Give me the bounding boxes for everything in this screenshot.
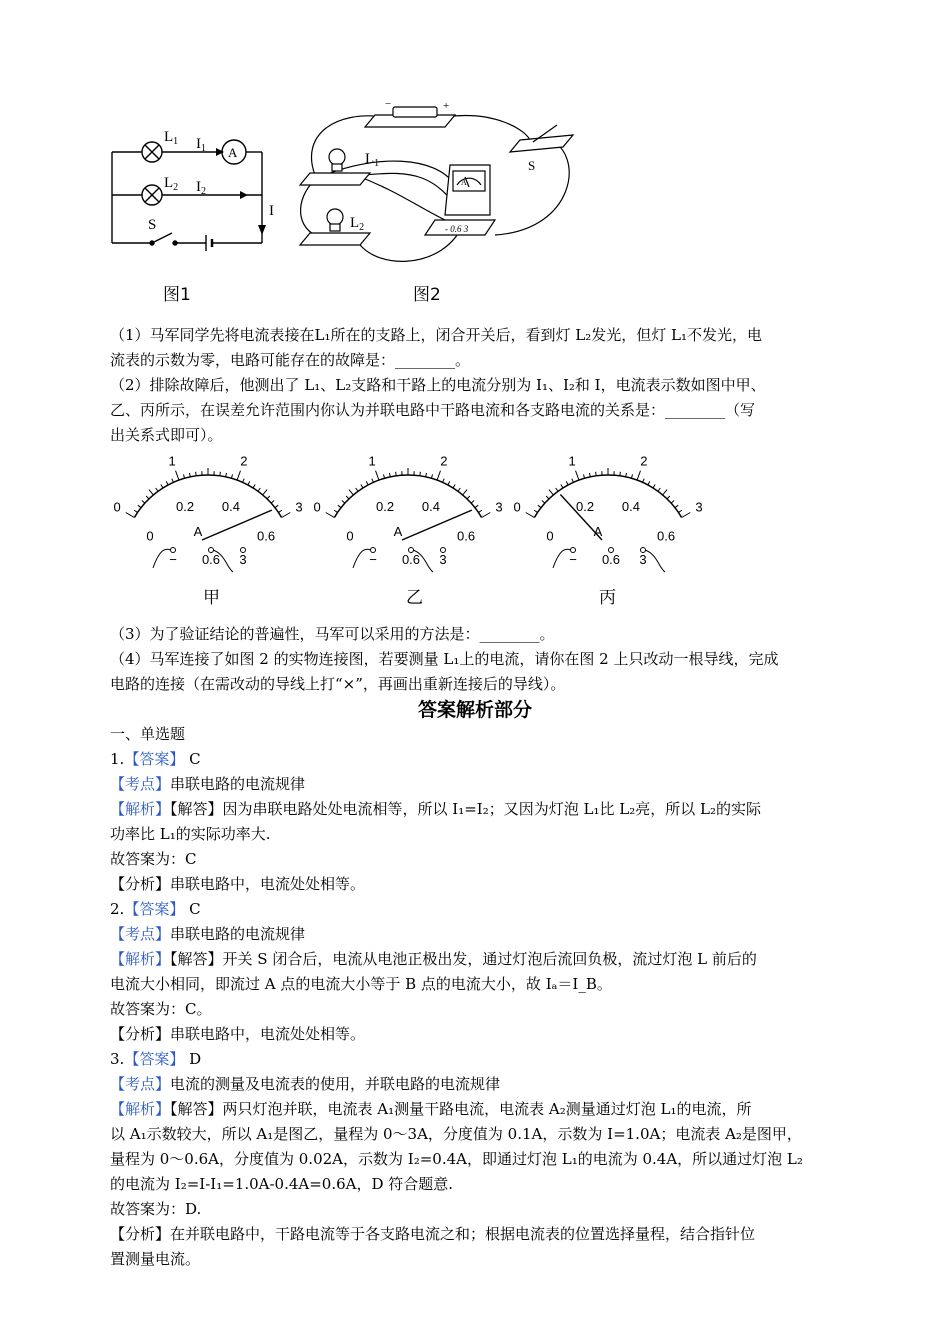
meter-lower-tick-label: 0.6 <box>456 528 476 544</box>
meter-tick <box>526 513 535 518</box>
meter-terminal-label: − <box>369 552 377 567</box>
q1-line-2: 流表的示数为零，电路可能存在的故障是：________。 <box>110 351 471 369</box>
meter-tick <box>534 510 537 512</box>
meter-tick <box>248 481 250 485</box>
q4-line-2: 电路的连接（在需改动的导线上打“×”，再画出重新连接后的导线）。 <box>110 675 566 693</box>
section-heading: 一、单选题 <box>110 725 186 743</box>
ammeter-dials <box>105 448 725 578</box>
meter-tick <box>134 510 137 512</box>
meter-tick <box>243 479 245 483</box>
meter-tick <box>361 485 363 488</box>
meter-terminal-label: − <box>569 552 577 567</box>
remark-1: 【分析】串联电路中，电流处处相等。 <box>110 875 366 893</box>
meter-tick <box>471 500 474 503</box>
fig2-label-l1: $L_1$ <box>365 151 380 169</box>
meter-upper-tick-label: 0 <box>113 499 121 515</box>
analysis-1-line-2: 功率比 L₁的实际功率大. <box>110 825 271 843</box>
meter-terminal-label: 0.6 <box>201 552 221 567</box>
meter-tick <box>667 496 670 499</box>
q2-line-3: 出关系式即可）。 <box>110 426 223 444</box>
meter-tick <box>278 510 281 512</box>
meter-tick <box>166 481 168 485</box>
current-arrow-i2 <box>240 191 248 199</box>
meter-tick <box>576 471 579 480</box>
meter-tick <box>396 472 397 476</box>
meter-tick <box>538 505 541 507</box>
meter-terminal-label: 0.6 <box>401 552 421 567</box>
fig2-label-l2: $L_2$ <box>350 215 365 233</box>
q2-line-2: 乙、丙所示，在误差允许范围内你认为并联电路中干路电流和各支路电流的关系是：________（写 <box>110 401 756 419</box>
meter-tick <box>682 513 691 518</box>
label-i1: $I_1$ <box>196 136 206 154</box>
meter-tick <box>675 505 678 507</box>
meter-tick <box>620 472 621 476</box>
meter-tick <box>658 488 660 491</box>
meter-lower-tick-label: 0.4 <box>421 499 440 515</box>
meter-tick <box>326 513 335 518</box>
analysis-3-line-4: 的电流为 I₂=I-I₁=1.0A-0.4A=0.6A，D 符合题意. <box>110 1175 454 1193</box>
meter-tick <box>142 500 145 503</box>
answers-body <box>110 722 842 1272</box>
meter-tick <box>172 479 174 483</box>
meter-scale-arc <box>534 475 681 518</box>
label-l1: $L_1$ <box>164 129 179 147</box>
meter-tick <box>546 496 549 499</box>
meter-unit-label: A <box>393 524 403 539</box>
meter-tick <box>376 471 379 480</box>
meter-tick <box>572 479 574 483</box>
point-2: 【考点】串联电路的电流规律 <box>110 925 306 943</box>
meter-tick <box>349 490 353 495</box>
question-block-1-2 <box>110 323 842 448</box>
figure-1-caption: 图1 <box>163 285 191 305</box>
meter-upper-tick-label: 2 <box>240 453 248 469</box>
fig2-battery-plus: + <box>443 100 450 112</box>
figure-1-circuit <box>100 115 285 260</box>
remark-3-line-2: 置测量电流。 <box>110 1250 201 1268</box>
remark-2: 【分析】串联电路中，电流处处相等。 <box>110 1025 366 1043</box>
meter-lower-tick-label: 0 <box>146 528 154 544</box>
answer-3: 3.【答案】 D <box>110 1050 202 1068</box>
meter-tick <box>478 510 481 512</box>
figure-2-caption: 图2 <box>413 285 441 305</box>
meter-terminal-label: 3 <box>439 552 447 567</box>
q4-line-1: （4）马军连接了如图 2 的实物连接图，若要测量 L₁上的电流，请你在图 2 上只改动一根导线，完成 <box>110 650 779 668</box>
meter-upper-tick-label: 2 <box>640 453 648 469</box>
meter-tick <box>176 471 179 480</box>
meter-tick <box>671 500 674 503</box>
answers-title: 答案解析部分 <box>417 699 532 721</box>
meter-upper-tick-label: 1 <box>168 453 176 469</box>
meter-tick <box>196 472 197 476</box>
fig2-terminals: - 0.6 3 <box>445 224 469 234</box>
analysis-3-line-1: 【解析】【解答】两只灯泡并联，电流表 A₁测量干路电流，电流表 A₂测量通过灯泡 L₁的电流，所 <box>110 1100 752 1118</box>
analysis-3-line-3: 量程为 0～0.6A，分度值为 0.02A，示数为 I₂=0.4A，即通过灯泡 L₁的电流为 0.4A，所以通过灯泡 L₂ <box>110 1150 803 1168</box>
meter-tick <box>596 472 597 476</box>
label-l2: $L_2$ <box>164 175 179 193</box>
point-1: 【考点】串联电路的电流规律 <box>110 775 306 793</box>
meter-tick <box>637 471 640 480</box>
meter-caption-jia: 甲 <box>203 588 220 608</box>
conclusion-2: 故答案为：C。 <box>110 1000 212 1018</box>
current-arrow-i <box>258 225 266 235</box>
analysis-2-line-1: 【解析】【解答】开关 S 闭合后，电流从电池正极出发，通过灯泡后流回负极，流过灯泡 L 前后的 <box>110 950 757 968</box>
meter-tick <box>220 472 221 476</box>
fig2-battery-minus: − <box>385 98 392 110</box>
meter-lower-tick-label: 0.2 <box>376 499 395 515</box>
meter-lower-tick-label: 0.2 <box>576 499 595 515</box>
meter-tick <box>549 490 553 495</box>
question-block-3-4 <box>110 622 842 697</box>
meter-tick <box>149 490 153 495</box>
meter-lower-tick-label: 0.2 <box>176 499 195 515</box>
meter-lower-tick-label: 0 <box>346 528 354 544</box>
meter-tick <box>338 505 341 507</box>
meter-tick <box>346 496 349 499</box>
meter-caption-yi: 乙 <box>406 588 423 608</box>
meter-tick <box>271 500 274 503</box>
meter-tick <box>678 510 681 512</box>
meter-tick <box>663 490 667 495</box>
meter-lower-tick-label: 0.6 <box>656 528 676 544</box>
meter-tick <box>453 485 455 488</box>
meter-caption-bing: 丙 <box>599 588 616 608</box>
meter-tick <box>448 481 450 485</box>
q3-line: （3）为了验证结论的普遍性，马军可以采用的方法是：________。 <box>110 625 555 643</box>
meter-tick <box>482 513 491 518</box>
point-3: 【考点】电流的测量及电流表的使用，并联电路的电流规律 <box>110 1075 501 1093</box>
meter-tick <box>463 490 467 495</box>
meter-scale-arc <box>334 475 481 518</box>
meter-upper-tick-label: 0 <box>313 499 321 515</box>
answer-2: 2.【答案】 C <box>110 900 201 918</box>
meter-upper-tick-label: 3 <box>295 499 303 515</box>
meter-tick <box>138 505 141 507</box>
ammeter-label: A <box>228 145 238 160</box>
meter-lower-tick-label: 0.4 <box>221 499 240 515</box>
meter-tick <box>356 488 358 491</box>
fig2-meter-a: A <box>461 178 467 187</box>
figure-2-wiring <box>295 95 585 280</box>
meter-tick <box>420 472 421 476</box>
meter-lower-tick-label: 0.4 <box>621 499 640 515</box>
meter-tick <box>372 479 374 483</box>
meter-tick <box>467 496 470 499</box>
analysis-1-line-1: 【解析】【解答】因为串联电路处处电流相等，所以 I₁=I₂；又因为灯泡 L₁比 L₂亮，所以 L₂的实际 <box>110 800 761 818</box>
meter-lower-tick-label: 0 <box>546 528 554 544</box>
meter-upper-tick-label: 3 <box>695 499 703 515</box>
meter-terminal-label: 0.6 <box>601 552 621 567</box>
meter-tick <box>648 481 650 485</box>
meter-tick <box>334 510 337 512</box>
meter-upper-tick-label: 2 <box>440 453 448 469</box>
meter-tick <box>267 496 270 499</box>
meter-tick <box>282 513 291 518</box>
meter-unit-label: A <box>193 524 203 539</box>
meter-tick <box>643 479 645 483</box>
meter-tick <box>366 481 368 485</box>
conclusion-3: 故答案为：D. <box>110 1200 202 1218</box>
meter-tick <box>475 505 478 507</box>
meter-tick <box>443 479 445 483</box>
remark-3-line-1: 【分析】在并联电路中，干路电流等于各支路电流之和；根据电流表的位置选择量程，结合指针位 <box>110 1225 756 1243</box>
meter-wire-right <box>645 550 665 572</box>
answer-1: 1.【答案】 C <box>110 750 201 768</box>
label-i: I <box>269 203 274 219</box>
meter-terminal-label: − <box>169 552 177 567</box>
meter-tick <box>126 513 135 518</box>
q2-line-1: （2）排除故障后，他测出了 L₁、L₂支路和干路上的电流分别为 I₁、I₂和 I，电流表示数如图中甲、 <box>110 376 766 394</box>
meter-tick <box>263 490 267 495</box>
analysis-3-line-2: 以 A₁示数较大，所以 A₁是图乙，量程为 0～3A，分度值为 0.1A，示数为 I=1.0A；电流表 A₂是图甲， <box>110 1125 802 1143</box>
meter-tick <box>156 488 158 491</box>
meter-tick <box>566 481 568 485</box>
meter-terminal-label: 3 <box>639 552 647 567</box>
meter-lower-tick-label: 0.6 <box>256 528 276 544</box>
meter-tick <box>556 488 558 491</box>
meter-tick <box>146 496 149 499</box>
label-s: S <box>148 217 157 233</box>
meter-tick <box>237 471 240 480</box>
meter-tick <box>437 471 440 480</box>
meter-tick <box>258 488 260 491</box>
meter-scale-arc <box>134 475 281 518</box>
meter-tick <box>653 485 655 488</box>
meter-tick <box>561 485 563 488</box>
meter-upper-tick-label: 3 <box>495 499 503 515</box>
meter-tick <box>253 485 255 488</box>
meter-tick <box>342 500 345 503</box>
meter-tick <box>458 488 460 491</box>
meter-tick <box>542 500 545 503</box>
meter-terminal-label: 3 <box>239 552 247 567</box>
label-i2: $I_2$ <box>196 179 206 197</box>
q1-line-1: （1）马军同学先将电流表接在L₁所在的支路上，闭合开关后，看到灯 L₂发光，但灯 L₁不发光，电 <box>110 326 763 344</box>
conclusion-1: 故答案为：C <box>110 850 197 868</box>
analysis-2-line-2: 电流大小相同，即流过 A 点的电流大小等于 B 点的电流大小，故 Iₐ＝I_B。 <box>110 975 612 993</box>
meter-tick <box>161 485 163 488</box>
fig2-label-s: S <box>528 158 536 173</box>
meter-upper-tick-label: 1 <box>368 453 376 469</box>
meter-unit-label: A <box>593 524 603 539</box>
meter-tick <box>275 505 278 507</box>
meter-upper-tick-label: 1 <box>568 453 576 469</box>
meter-upper-tick-label: 0 <box>513 499 521 515</box>
